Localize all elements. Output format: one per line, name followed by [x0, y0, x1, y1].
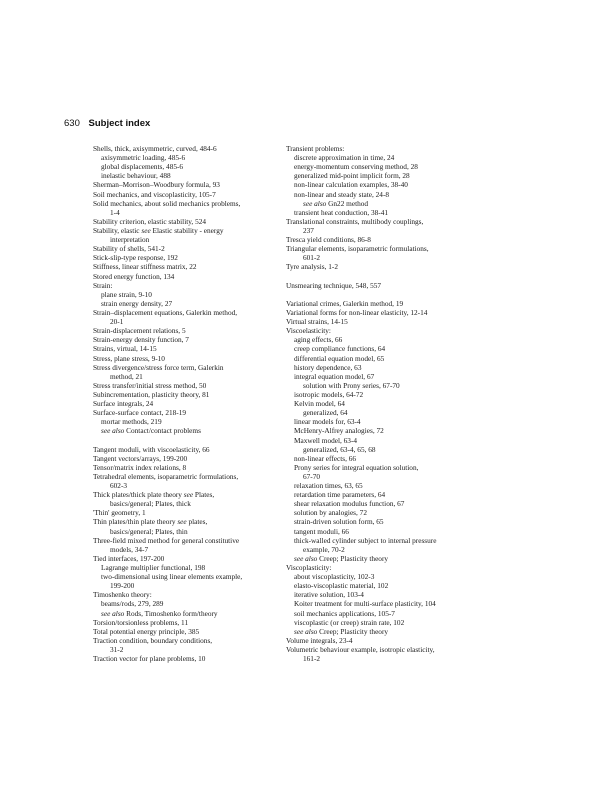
- index-subentry: 31-2: [110, 645, 124, 655]
- index-entry: Traction vector for plane problems, 10: [93, 654, 206, 664]
- index-subentry: see also Creep; Plasticity theory: [294, 553, 389, 563]
- index-entry: Strain:: [93, 280, 113, 290]
- index-entry: Tetrahedral elements, isoparametric formulations,: [93, 471, 239, 481]
- index-entry: Tensor/matrix index relations, 8: [93, 462, 187, 472]
- index-subentry: non-linear and steady state, 24-8: [294, 189, 390, 199]
- index-subentry: Prony series for integral equation solution,: [294, 462, 419, 472]
- index-subentry: basics/general; Plates, thin: [110, 526, 188, 536]
- index-subentry: Lagrange multiplier functional, 198: [101, 563, 206, 573]
- index-subentry: Kelvin model, 64: [294, 399, 345, 409]
- index-subentry: solution with Prony series, 67-70: [303, 380, 400, 390]
- index-column-right: [286, 144, 486, 663]
- index-entry: Thin plates/thin plate theory see plates,: [93, 517, 208, 527]
- index-subentry: aging effects, 66: [294, 335, 343, 345]
- index-subentry: interpretation: [110, 235, 150, 245]
- index-entry: Stress divergence/stress force term, Galerkin: [93, 362, 224, 372]
- index-subentry: generalized, 63-4, 65, 68: [303, 444, 376, 454]
- index-subentry: about viscoplasticity, 102-3: [294, 572, 375, 582]
- index-entry: Sherman–Morrison–Woodbury formula, 93: [93, 180, 220, 190]
- index-subentry: creep compliance functions, 64: [294, 344, 386, 354]
- index-entry: Volume integrals, 23-4: [286, 635, 353, 645]
- index-subentry: see also Gn22 method: [303, 198, 369, 208]
- index-entry: Surface integrals, 24: [93, 399, 154, 409]
- index-subentry: tangent moduli, 66: [294, 526, 349, 536]
- index-gap: [286, 272, 486, 281]
- index-subentry: generalized, 64: [303, 408, 348, 418]
- index-subentry: discrete approximation in time, 24: [294, 153, 395, 163]
- index-entry: Timoshenko theory:: [93, 590, 152, 600]
- index-subentry: axisymmetric loading, 485-6: [101, 153, 186, 163]
- index-subentry: history dependence, 63: [294, 362, 362, 372]
- index-entry: Tangent vectors/arrays, 199-200: [93, 453, 188, 463]
- index-subentry: non-linear calculation examples, 38-40: [294, 180, 408, 190]
- index-subentry: Koiter treatment for multi-surface plasticity, 104: [294, 599, 436, 609]
- index-subentry: differential equation model, 65: [294, 353, 385, 363]
- index-subentry: linear models for, 63-4: [294, 417, 361, 427]
- index-entry: Traction condition, boundary conditions,: [93, 635, 213, 645]
- index-entry: Surface-surface contact, 218-19: [93, 408, 186, 418]
- index-entry: 'Thin' geometry, 1: [93, 508, 146, 518]
- index-entry: Soil mechanics, and viscoplasticity, 105-7: [93, 189, 216, 199]
- index-entry: Tresca yield conditions, 86-8: [286, 235, 371, 245]
- index-subentry: see also Rods, Timoshenko form/theory: [101, 608, 218, 618]
- index-entry: Stored energy function, 134: [93, 271, 175, 281]
- index-subentry: global displacements, 485-6: [101, 162, 184, 172]
- running-header: [64, 118, 150, 129]
- index-entry: Stability of shells, 541-2: [93, 244, 165, 254]
- index-subentry: elasto-viscoplastic material, 102: [294, 581, 389, 591]
- index-subentry: iterative solution, 103-4: [294, 590, 364, 600]
- index-subentry: 20-1: [110, 317, 124, 327]
- index-entry: Triangular elements, isoparametric formulations,: [286, 244, 429, 254]
- index-subentry: generalized mid-point implicit form, 28: [294, 171, 410, 181]
- index-subentry: 67-70: [303, 471, 321, 481]
- index-subentry: Maxwell model, 63-4: [294, 435, 358, 445]
- index-subentry: relaxation times, 63, 65: [294, 481, 363, 491]
- index-entry: Strain-energy density function, 7: [93, 335, 189, 345]
- section-title: Subject index: [88, 118, 151, 129]
- index-subentry: example, 70-2: [303, 544, 345, 554]
- index-subentry: mortar methods, 219: [101, 417, 162, 427]
- index-subentry: integral equation model, 67: [294, 371, 375, 381]
- index-column-left: [93, 144, 293, 663]
- index-entry: Shells, thick, axisymmetric, curved, 484-6: [93, 144, 217, 153]
- index-subentry: retardation time parameters, 64: [294, 490, 386, 500]
- index-gap: [93, 436, 293, 445]
- index-entry: Variational crimes, Galerkin method, 19: [286, 298, 404, 308]
- index-subentry: 602-3: [110, 481, 128, 491]
- index-entry: Tangent moduli, with viscoelasticity, 66: [93, 444, 210, 454]
- index-subentry: 601-2: [303, 253, 321, 263]
- index-entry: Tied interfaces, 197-200: [93, 553, 165, 563]
- index-entry: Strains, virtual, 14-15: [93, 344, 157, 354]
- index-entry: Strain-displacement relations, 5: [93, 326, 186, 336]
- index-entry: Stability criterion, elastic stability, 524: [93, 216, 207, 226]
- index-entry: Stress transfer/initial stress method, 50: [93, 380, 207, 390]
- index-entry: Three-field mixed method for general constitutive: [93, 535, 240, 545]
- index-entry: Viscoelasticity:: [286, 326, 331, 336]
- index-subentry: 199-200: [110, 581, 135, 591]
- index-subentry: isotropic models, 64-72: [294, 389, 364, 399]
- index-entry: Stiffness, linear stiffness matrix, 22: [93, 262, 197, 272]
- index-gap: [286, 290, 486, 299]
- index-entry: Thick plates/thick plate theory see Plates,: [93, 490, 215, 500]
- index-entry: Unsmearing technique, 548, 557: [286, 280, 382, 290]
- index-subentry: shear relaxation modulus function, 67: [294, 499, 405, 509]
- index-subentry: McHenry-Alfrey analogies, 72: [294, 426, 384, 436]
- index-subentry: 161-2: [303, 654, 321, 664]
- page-number: 630: [64, 118, 80, 129]
- index-subentry: soil mechanics applications, 105-7: [294, 608, 395, 618]
- index-subentry: models, 34-7: [110, 544, 149, 554]
- index-entry: Solid mechanics, about solid mechanics problems,: [93, 198, 241, 208]
- index-subentry: two-dimensional using linear elements example,: [101, 572, 243, 582]
- index-subentry: energy-momentum conserving method, 28: [294, 162, 418, 172]
- index-entry: Tyre analysis, 1-2: [286, 262, 338, 272]
- index-subentry: transient heat conduction, 38-41: [294, 207, 389, 217]
- index-subentry: beams/rods, 279, 289: [101, 599, 164, 609]
- index-subentry: 237: [303, 225, 314, 235]
- index-entry: Virtual strains, 14-15: [286, 317, 348, 327]
- index-subentry: strain-driven solution form, 65: [294, 517, 384, 527]
- index-entry: Stick-slip-type response, 192: [93, 253, 178, 263]
- index-subentry: inelastic behaviour, 488: [101, 171, 171, 181]
- index-subentry: viscoplastic (or creep) strain rate, 102: [294, 617, 405, 627]
- index-entry: Stress, plane stress, 9-10: [93, 353, 165, 363]
- index-entry: Transient problems:: [286, 144, 345, 153]
- index-subentry: see also Contact/contact problems: [101, 426, 201, 436]
- index-subentry: method, 21: [110, 371, 143, 381]
- index-entry: Strain–displacement equations, Galerkin method,: [93, 307, 238, 317]
- index-entry: Torsion/torsionless problems, 11: [93, 617, 189, 627]
- index-entry: Volumetric behaviour example, isotropic elasticity,: [286, 645, 435, 655]
- index-subentry: see also Creep; Plasticity theory: [294, 626, 389, 636]
- index-entry: Translational constraints, multibody couplings,: [286, 216, 424, 226]
- index-subentry: non-linear effects, 66: [294, 453, 357, 463]
- index-subentry: solution by analogies, 72: [294, 508, 367, 518]
- index-entry: Variational forms for non-linear elasticity, 12-14: [286, 307, 428, 317]
- index-entry: Viscoplasticity:: [286, 563, 332, 573]
- index-subentry: plane strain, 9-10: [101, 289, 152, 299]
- index-subentry: basics/general; Plates, thick: [110, 499, 191, 509]
- index-subentry: strain energy density, 27: [101, 298, 173, 308]
- index-entry: Subincrementation, plasticity theory, 81: [93, 389, 210, 399]
- index-entry: Stability, elastic see Elastic stability - energy: [93, 225, 224, 235]
- index-entry: Total potential energy principle, 385: [93, 626, 200, 636]
- index-subentry: 1-4: [110, 207, 120, 217]
- index-subentry: thick-walled cylinder subject to internal pressure: [294, 535, 437, 545]
